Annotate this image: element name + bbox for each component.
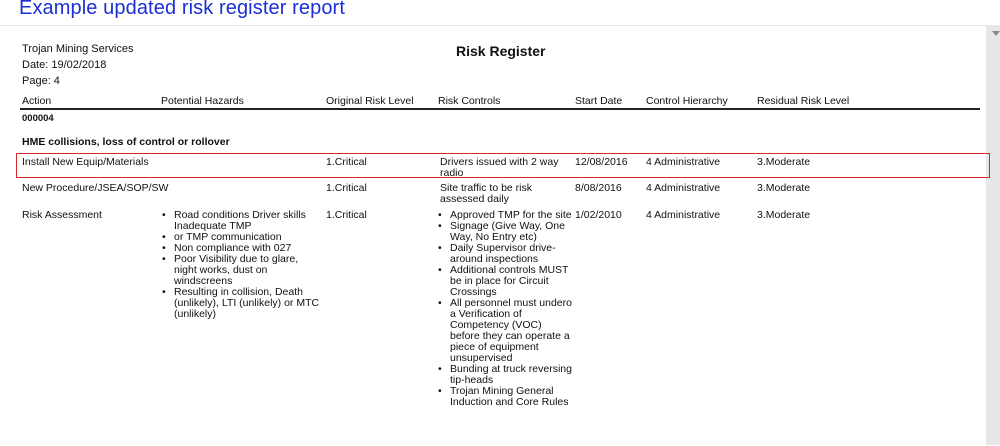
row-action: Install New Equip/Materials [22,156,149,168]
control-item: • Trojan Mining General Induction and Core Rules [437,386,573,408]
hazard-item: • Non compliance with 027 [161,243,321,254]
hazard-item: • or TMP communication [161,232,321,243]
row-controls: Drivers issued with 2 way radio [440,156,559,179]
row-residual-risk: 3.Moderate [757,209,811,221]
hazard-code: 000004 [22,113,54,124]
control-item: • Signage (Give Way, One Way, No Entry etc) [437,221,573,243]
row-start-date: 8/08/2016 [575,182,622,194]
row-residual-risk: 3.Moderate [757,182,811,194]
row-start-date: 1/02/2010 [575,209,622,221]
hazard-item: • Poor Visibility due to glare, night works, dust on windscreens [161,254,321,287]
column-header-hierarchy: Control Hierarchy [646,95,728,107]
page-number: Page: 4 [22,75,60,87]
row-original-risk: 1.Critical [326,182,367,194]
report-date: Date: 19/02/2018 [22,59,107,71]
row-hierarchy: 4 Administrative [646,209,721,221]
hazard-item: • Resulting in collision, Death (unlikely), LTI (unlikely) or MTC (unlikely) [161,287,321,320]
header-rule [20,108,980,110]
row-hazards [161,210,321,320]
control-item: • Bunding at truck reversing tip-heads [437,364,573,386]
hazard-group-title: HME collisions, loss of control or rollover [22,136,230,148]
row-hierarchy: 4 Administrative [646,156,721,168]
row-controls [437,210,573,408]
row-residual-risk: 3.Moderate [757,156,811,168]
caption-title: Example updated risk register report [19,0,345,19]
row-original-risk: 1.Critical [326,156,367,168]
row-action: New Procedure/JSEA/SOP/SW [22,182,169,194]
hazard-item: • Road conditions Driver skills Inadequate TMP [161,210,321,232]
row-original-risk: 1.Critical [326,209,367,221]
column-header-start-date: Start Date [575,95,623,107]
control-item: • Additional controls MUST be in place for Circuit Crossings [437,265,573,298]
row-start-date: 12/08/2016 [575,156,628,168]
control-item: • Approved TMP for the site [437,210,573,221]
column-header-controls: Risk Controls [438,95,501,107]
column-header-hazards: Potential Hazards [161,95,244,107]
row-action: Risk Assessment [22,209,102,221]
column-header-original-risk: Original Risk Level [326,95,414,107]
scroll-arrow-icon[interactable] [992,31,1000,36]
control-item: • All personnel must undero a Verification of Competency (VOC) before they can operate a piece of equipment unsupervised [437,298,573,364]
scrollbar[interactable] [986,25,1000,445]
row-controls: Site traffic to be risk assessed daily [440,182,533,205]
column-header-residual-risk: Residual Risk Level [757,95,850,107]
company-name: Trojan Mining Services [22,43,134,55]
report-title: Risk Register [456,43,546,59]
column-header-action: Action [22,95,52,107]
row-hierarchy: 4 Administrative [646,182,721,194]
control-item: • Daily Supervisor drive-around inspections [437,243,573,265]
